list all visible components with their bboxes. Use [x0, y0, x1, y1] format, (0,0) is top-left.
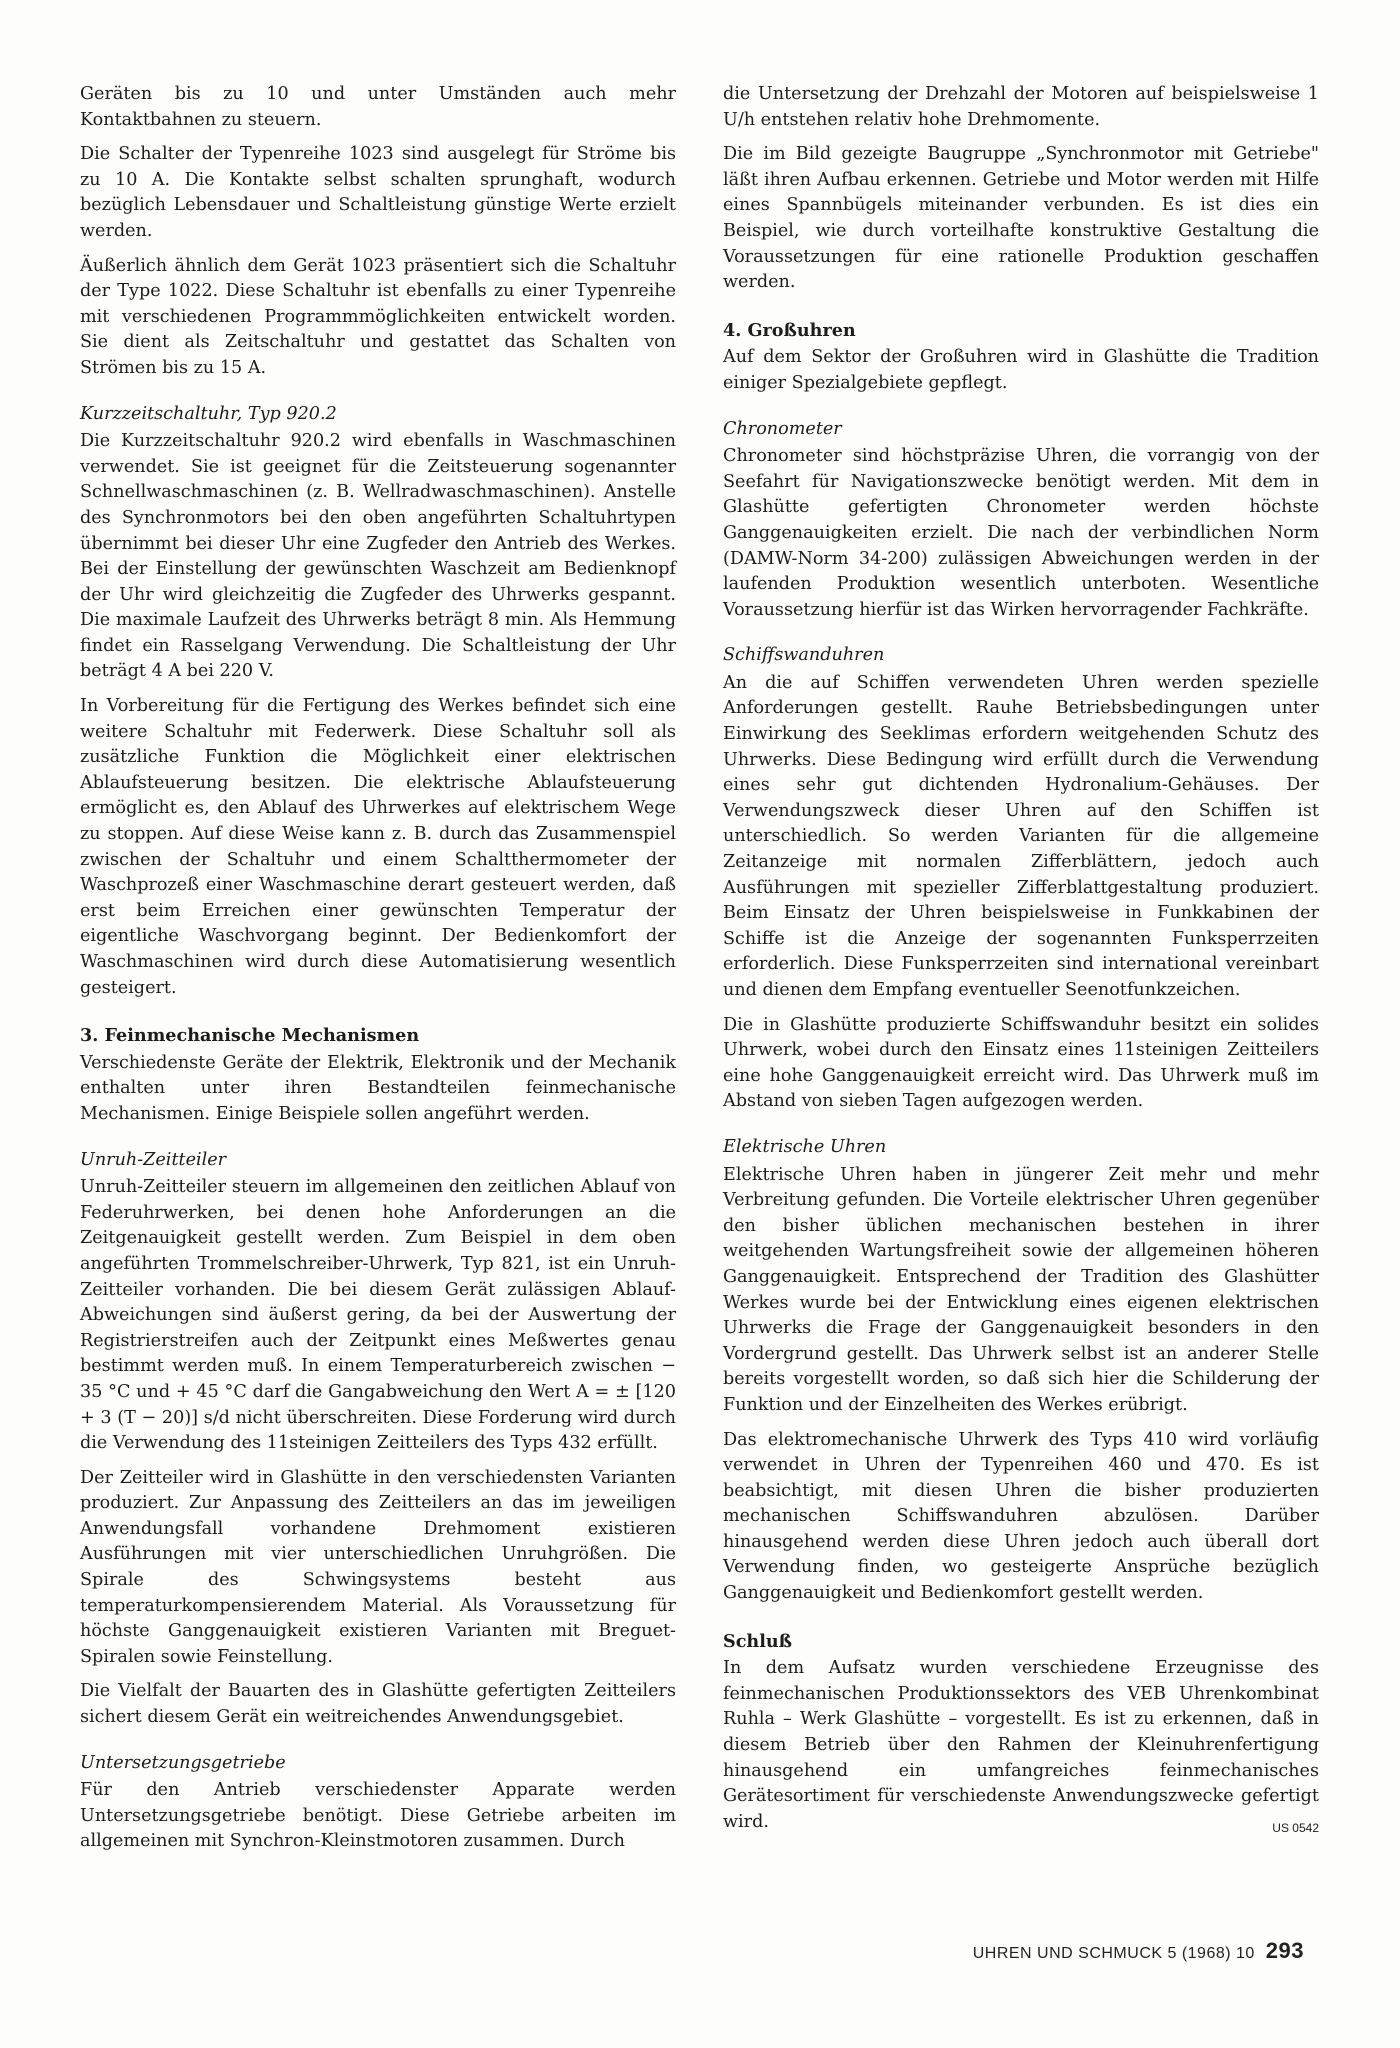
paragraph-text: In dem Aufsatz wurden verschiedene Erzeugnisse des feinmechanischen Produktionssektors des VEB Uhrenkombinat Ruhla – Werk Glashütte – vorgestellt. Es ist zu erkennen, daß in diesem Betrieb über den Rahmen der Kleinuhrenfertigung hinausgehend ein umfangreiches feinmechanisches Gerätesortiment für verschiedenste Anwendungszwecke gefertigt wird.: [723, 1658, 1319, 1832]
section-heading-schluss: Schluß: [723, 1630, 793, 1652]
paragraph: Die Schalter der Typenreihe 1023 sind ausgelegt für Ströme bis zu 10 A. Die Kontakte selbst schalten sprunghaft, wodurch bezüglich Lebensdauer und Schaltleistung günstige Werte erzielt werden.: [80, 144, 676, 241]
paragraph: die Untersetzung der Drehzahl der Motoren auf beispielsweise 1 U/h entstehen relativ hohe Drehmomente.: [723, 84, 1319, 130]
journal-citation: UHREN UND SCHMUCK 5 (1968) 10: [972, 1945, 1255, 1962]
paragraph: [723, 1656, 1319, 1835]
page-number: 293: [1265, 1938, 1304, 1963]
left-column: [80, 82, 676, 1864]
subheading-kurzzeitschaltuhr: Kurzzeitschaltuhr, Typ 920.2: [80, 403, 337, 424]
paragraph: Äußerlich ähnlich dem Gerät 1023 präsentiert sich die Schaltuhr der Type 1022. Diese Schaltuhr ist ebenfalls zu einer Typenreihe mit verschiedenen Programmmöglichkeiten entwickelt worden. Sie dient als Zeitschaltuhr und gestattet das Schalten von Strömen bis zu 15 A.: [80, 255, 676, 378]
subheading-schiffswanduhren: Schiffswanduhren: [723, 645, 885, 666]
paragraph: Der Zeitteiler wird in Glashütte in den verschiedensten Varianten produziert. Zur Anpassung des Zeitteilers an das im jeweiligen Anwendungsfall vorhandene Drehmoment existieren Ausführungen mit vier unterschiedlichen Unruhgrößen. Die Spirale des Schwingsystems besteht aus temperaturkompensierendem Material. Als Voraussetzung für höchste Ganggenauigkeit existieren Varianten mit Breguet-Spiralen sowie Feinstellung.: [80, 1467, 676, 1667]
subheading-untersetzungsgetriebe: Untersetzungsgetriebe: [80, 1752, 286, 1773]
subheading-chronometer: Chronometer: [723, 418, 842, 439]
paragraph: Für den Antrieb verschiedenster Apparate werden Untersetzungsgetriebe benötigt. Diese Getriebe arbeiten im allgemeinen mit Synchron-Kleinstmotoren zusammen. Durch: [80, 1780, 676, 1852]
paragraph: Chronometer sind höchstpräzise Uhren, die vorrangig von der Seefahrt für Navigationszwecke benötigt werden. Mit dem in Glashütte gefertigten Chronometer werden höchste Ganggenauigkeiten erzielt. Die nach der verbindlichen Norm (DAMW-Norm 34-200) zulässigen Abweichungen werden in der laufenden Produktion wesentlich unterboten. Wesentliche Voraussetzung hierfür ist das Wirken hervorragender Fachkräfte.: [723, 446, 1319, 620]
paragraph: Die in Glashütte produzierte Schiffswanduhr besitzt ein solides Uhrwerk, wobei durch den Einsatz eines 11steinigen Zeitteilers eine hohe Ganggenauigkeit erreicht wird. Das Uhrwerk muß im Abstand von sieben Tagen aufgezogen werden.: [723, 1014, 1319, 1112]
paragraph: Die Vielfalt der Bauarten des in Glashütte gefertigten Zeitteilers sichert diesem Gerät ein weitreichendes Anwendungsgebiet.: [80, 1681, 676, 1728]
section-heading-grossuhren: 4. Großuhren: [723, 319, 856, 341]
paragraph: Elektrische Uhren haben in jüngerer Zeit mehr und mehr Verbreitung gefunden. Die Vorteile elektrischer Uhren gegenüber den bisher üblichen mechanischen bestehen in ihrer weitgehenden Wartungsfreiheit sowie der allgemeinen höheren Ganggenauigkeit. Entsprechend der Tradition des Glashütter Werkes wurde bei der Entwicklung eines eigenen elektrischen Uhrwerks die Frage der Ganggenauigkeit besonders in den Vordergrund gestellt. Das Uhrwerk selbst ist an anderer Stelle bereits vorgestellt worden, so daß sich hier die Schilderung der Funktion und der Einzelheiten des Werkes erübrigt.: [723, 1164, 1319, 1415]
page-footer: [973, 1938, 1304, 1964]
paragraph: Das elektromechanische Uhrwerk des Typs 410 wird vorläufig verwendet in Uhren der Typenreihen 460 und 470. Es ist beabsichtigt, mit diesen Uhren die bisher produzierten mechanischen Schiffswanduhren abzulösen. Darüber hinausgehend werden diese Uhren jedoch auch überall dort Verwendung finden, wo gesteigerte Ansprüche bezüglich Ganggenauigkeit und Bedienkomfort gestellt werden.: [723, 1429, 1319, 1604]
right-column: [723, 82, 1319, 1844]
paragraph: In Vorbereitung für die Fertigung des Werkes befindet sich eine weitere Schaltuhr mit Federwerk. Diese Schaltuhr soll als zusätzliche Funktion die Möglichkeit einer elektrischen Ablaufsteuerung besitzen. Die elektrische Ablaufsteuerung ermöglicht es, den Ablauf des Uhrwerkes auf elektrischem Wege zu stoppen. Auf diese Weise kann z. B. durch das Zusammenspiel zwischen der Schaltuhr und einem Schaltthermometer der Waschprozeß einer Waschmaschine derart gesteuert werden, daß erst beim Erreichen einer gewünschten Temperatur der eigentliche Waschvorgang beginnt. Der Bedienkomfort der Waschmaschinen wird durch diese Automatisierung wesentlich gesteigert.: [80, 696, 676, 998]
paragraph: Auf dem Sektor der Großuhren wird in Glashütte die Tradition einiger Spezialgebiete gepflegt.: [723, 347, 1319, 393]
paragraph: Geräten bis zu 10 und unter Umständen auch mehr Kontaktbahnen zu steuern.: [80, 84, 676, 130]
paragraph: An die auf Schiffen verwendeten Uhren werden spezielle Anforderungen gestellt. Rauhe Betriebsbedingungen unter Einwirkung des Seeklimas erfordern weitgehenden Schutz des Uhrwerks. Diese Bedingung wird erfüllt durch die Verwendung eines sehr gut dichtenden Hydronalium-Gehäuses. Der Verwendungszweck dieser Uhren auf den Schiffen ist unterschiedlich. So werden Varianten für die allgemeine Zeitanzeige mit normalen Zifferblättern, jedoch auch Ausführungen mit spezieller Zifferblattgestaltung produziert. Beim Einsatz der Uhren beispielsweise in Funkkabinen der Schiffe ist die Anzeige der sogenannten Funksperrzeiten erforderlich. Diese Funksperrzeiten sind international vereinbart und dienen dem Empfang eventueller Seenotfunkzeichen.: [723, 672, 1319, 1000]
paragraph: Die Kurzzeitschaltuhr 920.2 wird ebenfalls in Waschmaschinen verwendet. Sie ist geeignet für die Zeitsteuerung sogenannter Schnellwaschmaschinen (z. B. Wellradwaschmaschinen). Anstelle des Synchronmotors bei den oben angeführten Schaltuhrtypen übernimmt bei dieser Uhr eine Zugfeder den Antrieb des Werkes. Bei der Einstellung der gewünschten Waschzeit am Bedienknopf der Uhr wird gleichzeitig die Zugfeder des Uhrwerks gespannt. Die maximale Laufzeit des Uhrwerks beträgt 8 min. Als Hemmung findet ein Rasselgang Verwendung. Die Schaltleistung der Uhr beträgt 4 A bei 220 V.: [80, 431, 676, 682]
section-heading-feinmechanische-mechanismen: 3. Feinmechanische Mechanismen: [80, 1025, 420, 1047]
paragraph: Unruh-Zeitteiler steuern im allgemeinen den zeitlichen Ablauf von Federuhrwerken, bei denen hohe Anforderungen an die Zeitgenauigkeit gestellt werden. Zum Beispiel in dem oben angeführten Trommelschreiber-Uhrwerk, Typ 821, ist ein Unruh-Zeitteiler vorhanden. Die bei diesem Gerät zulässigen Ablauf-Abweichungen sind äußerst gering, da bei der Auswertung der Registrierstreifen auch der Zeitpunkt eines Meßwertes genau bestimmt werden muß. In einem Temperaturbereich zwischen − 35 °C und + 45 °C darf die Gangabweichung den Wert A = ± [120 + 3 (T − 20)] s/d nicht überschreiten. Diese Forderung wird durch die Verwendung des 11steinigen Zeitteilers des Typs 432 erfüllt.: [80, 1177, 676, 1454]
reference-code: US 0542: [1272, 1820, 1319, 1835]
paragraph: Die im Bild gezeigte Baugruppe „Synchronmotor mit Getriebe" läßt ihren Aufbau erkennen. Getriebe und Motor werden mit Hilfe eines Spannbügels miteinander verbunden. Es ist dies ein Beispiel, wie durch vorteilhafte konstruktive Gestaltung die Voraussetzungen für eine rationelle Produktion geschaffen werden.: [723, 144, 1319, 293]
subheading-unruh-zeitteiler: Unruh-Zeitteiler: [80, 1149, 227, 1170]
paragraph: Verschiedenste Geräte der Elektrik, Elektronik und der Mechanik enthalten unter ihren Bestandteilen feinmechanische Mechanismen. Einige Beispiele sollen angeführt werden.: [80, 1052, 676, 1124]
subheading-elektrische-uhren: Elektrische Uhren: [723, 1136, 887, 1157]
